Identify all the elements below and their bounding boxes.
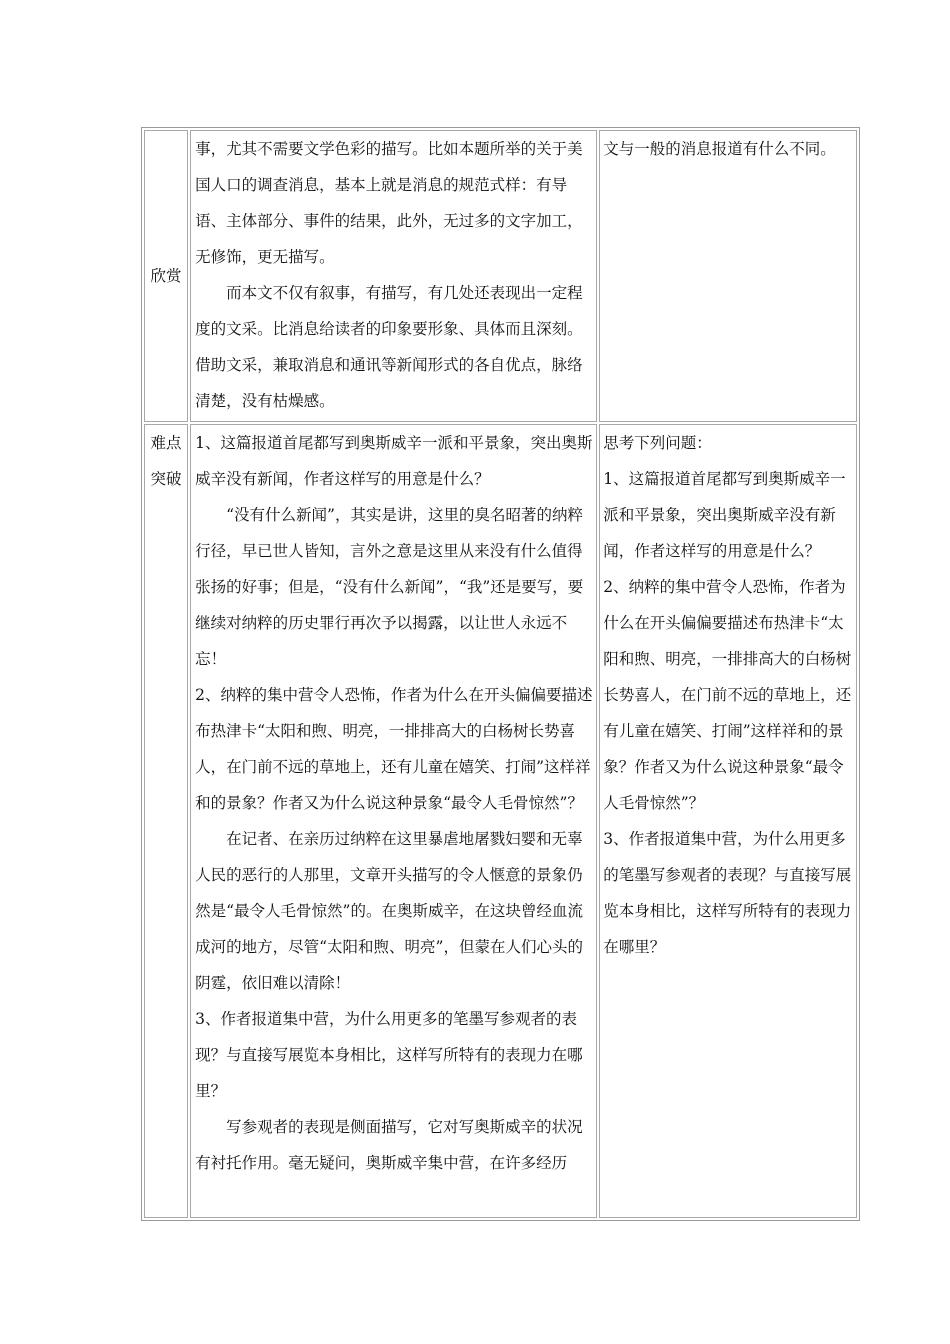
lesson-table xyxy=(141,127,860,1221)
table-row-difficulty xyxy=(144,424,857,1218)
row-label-appreciation: 欣赏 xyxy=(150,267,182,285)
paragraph: 而本文不仅有叙事，有描写，有几处还表现出一定程度的文采。比消息给读者的印象要形象、具体而且深刻。借助文采，兼取消息和通讯等新闻形式的各自优点，脉络清楚，没有枯燥感。 xyxy=(195,284,583,410)
question-paragraph: 2、纳粹的集中营令人恐怖，作者为什么在开头偏偏要描述布热津卡“太阳和煦、明亮，一排排高大的白杨树长势喜人，在门前不远的草地上，还有儿童在嬉笑、打闹”这样祥和的景象？作者又为什么说这种景象“最令人毛骨惊然”？ xyxy=(603,578,852,812)
question-paragraph: 1、这篇报道首尾都写到奥斯威辛一派和平景象，突出奥斯威辛没有新闻，作者这样写的用意是什么？ xyxy=(603,470,846,560)
question-paragraph: 1、这篇报道首尾都写到奥斯威辛一派和平景象，突出奥斯威辛没有新闻，作者这样写的用意是什么？ xyxy=(195,434,593,488)
answer-paragraph: 在记者、在亲历过纳粹在这里暴虐地屠戮妇婴和无辜人民的恶行的人那里，文章开头描写的令人惬意的景象仍然是“最令人毛骨惊然”的。在奥斯威辛，在这块曾经血流成河的地方，尽管“太阳和煦、明亮”，但蒙在人们心头的阴霆，依旧难以清除！ xyxy=(195,830,583,992)
table-row-appreciation xyxy=(144,130,857,422)
answer-paragraph: “没有什么新闻”，其实是讲，这里的臭名昭著的纳粹行径，早已世人皆知，言外之意是这里从来没有什么值得张扬的好事；但是，“没有什么新闻”，“我”还是要写，要继续对纳粹的历史罪行再次予以揭露，以让世人永远不忘！ xyxy=(195,506,584,668)
paragraph: 文与一般的消息报道有什么不同。 xyxy=(603,140,836,158)
paragraph: 思考下列问题： xyxy=(603,434,712,452)
answer-paragraph: 写参观者的表现是侧面描写，它对写奥斯威辛的状况有衬托作用。毫无疑问，奥斯威辛集中营，在许多经历 xyxy=(195,1118,583,1172)
content-cell-right xyxy=(599,424,857,1218)
row-label-cell xyxy=(144,130,188,422)
question-paragraph: 3、作者报道集中营，为什么用更多的笔墨写参观者的表现？与直接写展览本身相比，这样写所特有的表现力在哪里？ xyxy=(195,1010,583,1100)
question-paragraph: 3、作者报道集中营，为什么用更多的笔墨写参观者的表现？与直接写展览本身相比，这样写所特有的表现力在哪里？ xyxy=(603,830,852,956)
paragraph: 事，尤其不需要文学色彩的描写。比如本题所举的关于美国人口的调查消息，基本上就是消息的规范式样：有导语、主体部分、事件的结果，此外，无过多的文字加工，无修饰，更无描写。 xyxy=(195,140,583,266)
content-cell-middle xyxy=(190,130,597,422)
row-label-difficulty-line2: 突破 xyxy=(150,470,182,488)
row-label-cell xyxy=(144,424,188,1218)
row-label-difficulty-line1: 难点 xyxy=(150,434,182,452)
question-paragraph: 2、纳粹的集中营令人恐怖，作者为什么在开头偏偏要描述布热津卡“太阳和煦、明亮，一排排高大的白杨树长势喜人，在门前不远的草地上，还有儿童在嬉笑、打闹”这样祥和的景象？作者又为什么说这种景象“最令人毛骨惊然”？ xyxy=(195,686,593,812)
content-cell-right xyxy=(599,130,857,422)
content-cell-middle xyxy=(190,424,597,1218)
